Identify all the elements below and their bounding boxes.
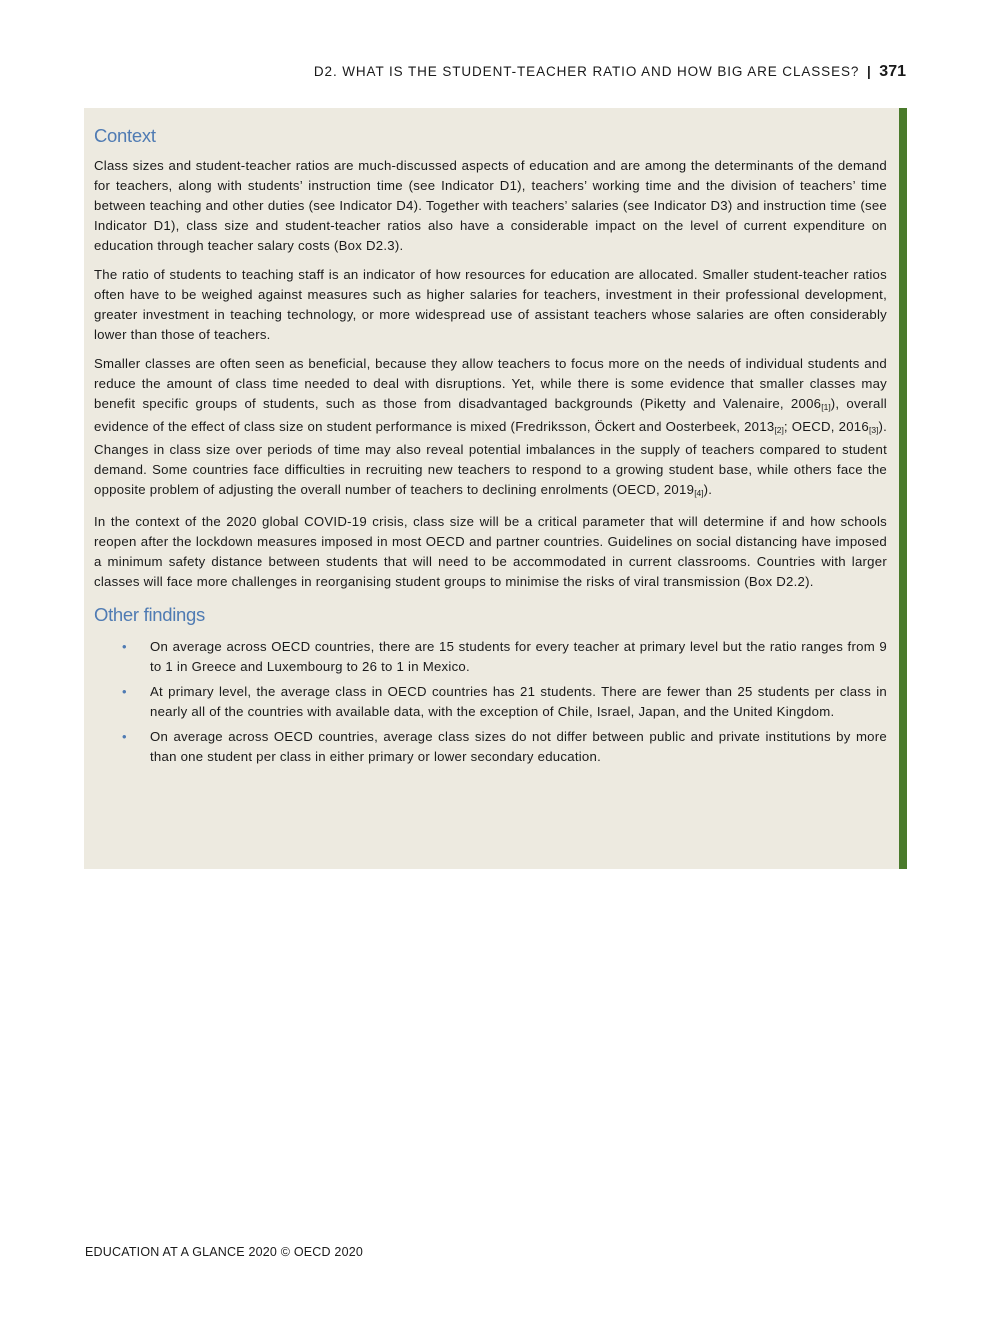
finding-text: At primary level, the average class in OECD countries has 21 students. There are fewer than 25 students per class in nearly all of the countries with available data, with the exception of Chile, Israel, Japan, and the United Kingdom. xyxy=(150,684,887,719)
running-header xyxy=(314,63,906,81)
context-paragraph-4: In the context of the 2020 global COVID-19 crisis, class size will be a critical parameter that will determine if and how schools reopen after the lockdown measures imposed in most OECD and partner countries. Guidelines on social distancing have imposed a minimum safety distance between students that will need to be accommodated in current classrooms. Countries with larger classes will face more challenges in reorganising student groups to minimise the risks of viral transmission (Box D2.2). xyxy=(94,514,887,589)
finding-text: On average across OECD countries, average class sizes do not differ between public and private institutions by more than one student per class in either primary or lower secondary education. xyxy=(150,729,887,764)
list-item xyxy=(94,727,887,767)
p3-text-2: ), overall evidence of the effect of class size on student performance is mixed (Fredriksson, Öckert and Oosterbeek, 2013 xyxy=(94,396,887,434)
list-item xyxy=(94,682,887,722)
bullet-icon: • xyxy=(122,684,127,699)
header-separator: | xyxy=(866,64,872,79)
context-heading: Context xyxy=(94,125,156,146)
context-paragraph-2: The ratio of students to teaching staff is an indicator of how resources for education are allocated. Smaller student-teacher ratios often have to be weighed against measures such as higher salaries for teachers, investment in their professional development, greater investment in teaching technology, or more widespread use of assistant teachers whose salaries are often considerably lower than those of teachers. xyxy=(94,267,887,342)
citation-1[interactable]: [1] xyxy=(821,402,831,412)
context-box xyxy=(84,108,907,869)
header-title: D2. WHAT IS THE STUDENT-TEACHER RATIO AND HOW BIG ARE CLASSES? xyxy=(313,64,860,79)
bullet-icon: • xyxy=(122,639,127,654)
findings-list xyxy=(94,637,887,767)
p3-text-1: Smaller classes are often seen as beneficial, because they allow teachers to focus more on the needs of individual students and reduce the amount of class time needed to deal with disruptions. Yet, while there is some evidence that smaller classes may benefit specific groups of students, such as those from disadvantaged backgrounds (Piketty and Valenaire, 2006 xyxy=(94,356,887,411)
context-paragraph-1: Class sizes and student-teacher ratios are much-discussed aspects of education and are among the determinants of the demand for teachers, along with students’ instruction time (see Indicator D1), teachers’ working time and the division of teachers’ time between teaching and other duties (see Indicator D4). Together with teachers’ salaries (see Indicator D3) and instruction time (see Indicator D1), class size and student-teacher ratios also have a considerable impact on the level of current expenditure on education through teacher salary costs (Box D2.3). xyxy=(94,158,887,253)
finding-text: On average across OECD countries, there are 15 students for every teacher at primary level but the ratio ranges from 9 to 1 in Greece and Luxembourg to 26 to 1 in Mexico. xyxy=(150,639,887,674)
bullet-icon: • xyxy=(122,729,127,744)
p3-text-5: ). xyxy=(703,482,713,497)
page-number: 371 xyxy=(879,63,906,80)
citation-3[interactable]: [3] xyxy=(868,425,879,435)
other-findings-heading: Other findings xyxy=(94,604,205,625)
page-footer: EDUCATION AT A GLANCE 2020 © OECD 2020 xyxy=(85,1245,364,1259)
citation-2[interactable]: [2] xyxy=(774,425,784,435)
citation-4[interactable]: [4] xyxy=(694,488,704,498)
p3-text-3: ; OECD, 2016 xyxy=(783,419,869,434)
context-paragraph-3 xyxy=(94,354,887,503)
list-item xyxy=(94,637,887,677)
p3-text-4: ). Changes in class size over periods of time may also reveal potential imbalances in the supply of teachers compared to student demand. Some countries face difficulties in recruiting new teachers to respond to a growing student base, while others face the opposite problem of adjusting the overall number of teachers to declining enrolments (OECD, 2019 xyxy=(94,419,887,497)
